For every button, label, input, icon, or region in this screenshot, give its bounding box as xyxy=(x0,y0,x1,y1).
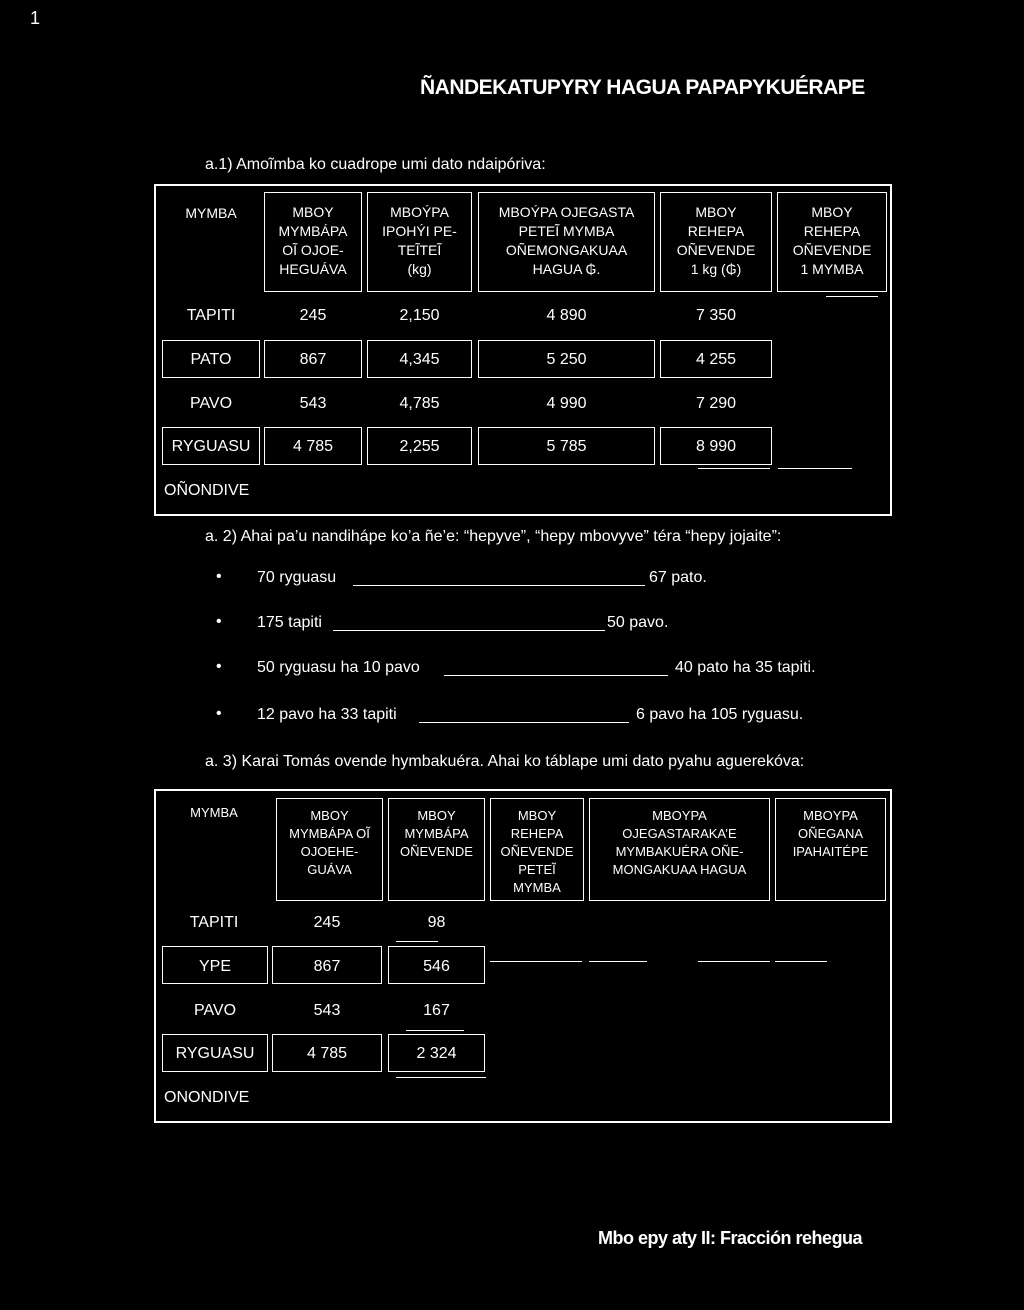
a2-item-right: 6 pavo ha 105 ryguasu. xyxy=(636,706,804,723)
a3-total-label: ONONDIVE xyxy=(164,1089,250,1106)
a1-cell: 5 250 xyxy=(546,351,587,368)
a3-header-cost: MBOYPA OJEGASTARAKA’E MYMBAKUÉRA OÑE- MONGAKUAA HAGUA xyxy=(589,798,770,901)
a1-total-label: OÑONDIVE xyxy=(164,482,250,499)
a1-cell: 8 990 xyxy=(695,438,737,455)
bullet-icon: • xyxy=(216,658,222,675)
a3-row-label: YPE xyxy=(198,958,231,975)
a3-cell: 2 324 xyxy=(416,1045,457,1062)
a1-cell: 5 785 xyxy=(546,438,587,455)
a3-row-label: PAVO xyxy=(193,1002,237,1019)
a3-header-price: MBOY REHEPA OÑEVENDE PETEĨ MYMBA xyxy=(490,798,584,901)
a2-item-left: 50 ryguasu ha 10 pavo xyxy=(257,659,420,676)
a2-answer-blank[interactable] xyxy=(444,657,668,676)
a1-cell: 7 290 xyxy=(695,395,737,412)
a3-cell: 546 xyxy=(423,958,450,975)
a3-cell: 867 xyxy=(313,958,341,975)
a1-header-price-animal: MBOY REHEPA OÑEVENDE 1 MYMBA xyxy=(777,192,887,292)
a1-row-label: TAPITI xyxy=(186,307,236,324)
a3-header-count: MBOY MYMBÁPA OĨ OJOEHE- GUÁVA xyxy=(276,798,383,901)
a1-header-count: MBOY MYMBÁPA OĨ OJOE- HEGUÁVA xyxy=(264,192,362,292)
a1-cell: 4 890 xyxy=(546,307,587,324)
a3-cell: 98 xyxy=(427,914,446,931)
page-title: ÑANDEKATUPYRY HAGUA PAPAPYKUÉRAPE xyxy=(420,76,865,99)
a2-item-right: 40 pato ha 35 tapiti. xyxy=(675,659,816,676)
a3-row-label: RYGUASU xyxy=(175,1045,255,1062)
a2-item-left: 175 tapiti xyxy=(257,614,322,631)
a3-cell: 167 xyxy=(423,1002,450,1019)
a2-item-right: 50 pavo. xyxy=(607,614,669,631)
footer-text: Mbo epy aty II: Fracción rehegua xyxy=(598,1228,863,1248)
a1-row-label: RYGUASU xyxy=(171,438,251,455)
a3-cell: 4 785 xyxy=(306,1045,348,1062)
page-number: 1 xyxy=(30,8,41,28)
a3-row-label: TAPITI xyxy=(189,914,239,931)
instruction-a3: a. 3) Karai Tomás ovende hymbakuéra. Ahai ko táblape umi dato pyahu aguerekóva: xyxy=(205,753,805,770)
a1-header-weight: MBOÝPA IPOHÝI PE- TEĨTEĨ (kg) xyxy=(367,192,472,292)
a1-cell: 4 785 xyxy=(292,438,334,455)
a1-cell: 2,150 xyxy=(399,307,440,324)
bullet-icon: • xyxy=(216,705,222,722)
a2-item-right: 67 pato. xyxy=(649,569,707,586)
a1-cell: 4,785 xyxy=(399,395,440,412)
a2-answer-blank[interactable] xyxy=(419,704,629,723)
a3-header-animal: MYMBA xyxy=(190,805,238,820)
a3-cell: 543 xyxy=(313,1002,341,1019)
a1-header-animal: MYMBA xyxy=(185,205,237,221)
a1-header-price-kg: MBOY REHEPA OÑEVENDE 1 kg (₲) xyxy=(660,192,772,292)
a1-header-cost: MBOÝPA OJEGASTA PETEĨ MYMBA OÑEMONGAKUAA HAGUA ₲. xyxy=(478,192,655,292)
a2-item-left: 70 ryguasu xyxy=(257,569,337,586)
instruction-a1: a.1) Amoĩmba ko cuadrope umi dato ndaipóriva: xyxy=(205,156,546,173)
bullet-icon: • xyxy=(216,613,222,630)
a1-row-label: PAVO xyxy=(189,395,233,412)
a3-header-sold: MBOY MYMBÁPA OÑEVENDE xyxy=(388,798,485,901)
a1-cell: 7 350 xyxy=(695,307,737,324)
a1-cell: 2,255 xyxy=(399,438,440,455)
a2-item-left: 12 pavo ha 33 tapiti xyxy=(257,706,397,723)
a2-answer-blank[interactable] xyxy=(353,567,645,586)
a1-cell: 245 xyxy=(299,307,327,324)
a1-cell: 4 255 xyxy=(695,351,737,368)
a1-cell: 4,345 xyxy=(399,351,440,368)
a1-row-label: PATO xyxy=(190,351,232,368)
bullet-icon: • xyxy=(216,568,222,585)
a3-header-profit: MBOYPA OÑEGANA IPAHAITÉPE xyxy=(775,798,886,901)
instruction-a2: a. 2) Ahai pa’u nandihápe ko’a ñe’e: “hepyve”, “hepy mbovyve” téra “hepy jojaite”: xyxy=(205,528,782,545)
a1-cell: 543 xyxy=(299,395,327,412)
a1-cell: 867 xyxy=(299,351,327,368)
a1-cell: 4 990 xyxy=(546,395,587,412)
a2-answer-blank[interactable] xyxy=(333,612,605,631)
a3-cell: 245 xyxy=(313,914,341,931)
